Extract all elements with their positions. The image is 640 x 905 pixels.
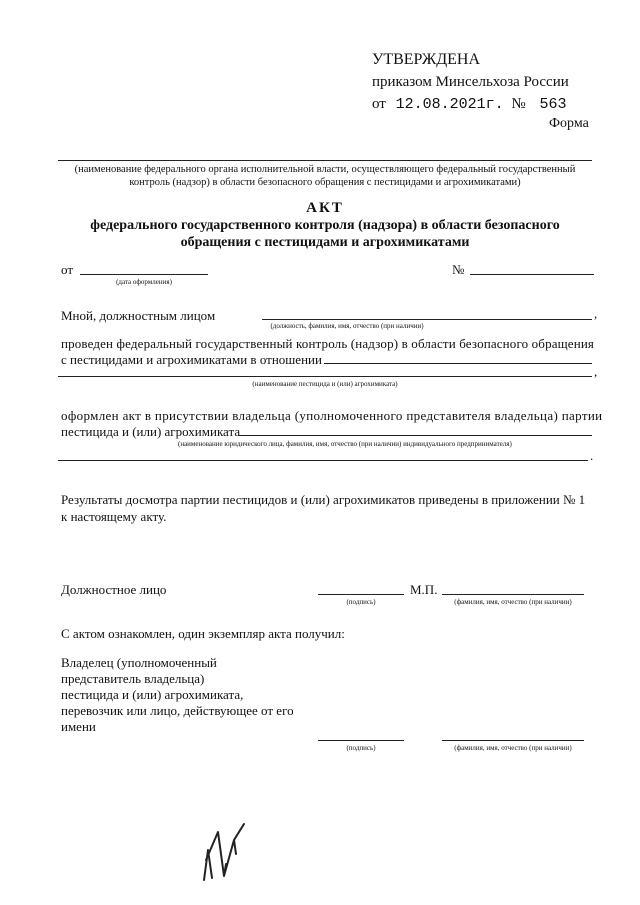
owner-signature-caption: (подпись) bbox=[346, 744, 376, 752]
control-text-1: проведен федеральный государственный контроль (надзор) в области безопасного обращения bbox=[61, 336, 595, 351]
owner-line-4: перевозчик или лицо, действующее от его bbox=[61, 703, 294, 718]
date-caption: (дата оформления) bbox=[116, 278, 172, 286]
owner-name-caption: (фамилия, имя, отчество (при наличии) bbox=[454, 744, 572, 752]
owner-signature-field[interactable] bbox=[318, 740, 404, 741]
approval-number-prefix: № bbox=[511, 96, 526, 112]
approval-order: приказом Минсельхоза России bbox=[372, 74, 569, 90]
official-signature-caption: (подпись) bbox=[346, 598, 376, 606]
document-title: АКТ bbox=[306, 200, 344, 216]
presence-text-2: пестицида и (или) агрохимиката bbox=[61, 424, 241, 439]
presence-period: . bbox=[590, 448, 594, 463]
number-field[interactable] bbox=[470, 274, 594, 275]
stamp-label: М.П. bbox=[410, 582, 438, 597]
approval-date: 12.08.2021г. bbox=[395, 96, 504, 113]
presence-text-1: оформлен акт в присутствии владельца (уполномоченного представителя владельца) партии bbox=[61, 408, 603, 423]
official-name-caption: (фамилия, имя, отчество (при наличии) bbox=[454, 598, 572, 606]
owner-name-field[interactable] bbox=[442, 740, 584, 741]
owner-line-5: имени bbox=[61, 719, 96, 734]
approval-number: 563 bbox=[539, 96, 567, 113]
date-field[interactable] bbox=[80, 274, 208, 275]
control-field-2[interactable] bbox=[58, 376, 592, 377]
signature-official-label: Должностное лицо bbox=[61, 582, 167, 597]
owner-line-2: представитель владельца) bbox=[61, 671, 205, 686]
acknowledged-text: С актом ознакомлен, один экземпляр акта получил: bbox=[61, 626, 345, 641]
control-text-2: с пестицидами и агрохимикатами в отношении bbox=[61, 352, 322, 367]
results-text: Результаты досмотра партии пестицидов и (или) агрохимикатов приведены в приложении № 1 к настоящему акту. bbox=[61, 492, 586, 524]
official-signature-field[interactable] bbox=[318, 594, 404, 595]
control-caption: (наименование пестицида и (или) агрохимиката) bbox=[252, 380, 398, 388]
control-comma: , bbox=[594, 364, 598, 379]
control-field-1[interactable] bbox=[324, 363, 592, 364]
presence-field-1[interactable] bbox=[238, 435, 592, 436]
owner-block bbox=[61, 655, 341, 735]
official-name-field[interactable] bbox=[442, 594, 584, 595]
handwritten-signature bbox=[196, 820, 266, 882]
official-comma: , bbox=[594, 306, 598, 321]
presence-field-2[interactable] bbox=[58, 460, 588, 461]
official-label: Мной, должностным лицом bbox=[61, 308, 216, 323]
approval-block bbox=[372, 50, 612, 115]
approval-title: УТВЕРЖДЕНА bbox=[372, 51, 481, 68]
date-from-label: от bbox=[61, 262, 74, 277]
presence-caption: (наименование юридического лица, фамилия, имя, отчество (при наличии) индивидуального предпринимателя) bbox=[178, 440, 512, 448]
document-subtitle-2: обращения с пестицидами и агрохимикатами bbox=[180, 235, 470, 250]
official-field[interactable] bbox=[262, 319, 592, 320]
number-sign: № bbox=[452, 262, 465, 277]
authority-line bbox=[58, 160, 592, 161]
approval-date-prefix: от bbox=[372, 96, 386, 112]
owner-line-1: Владелец (уполномоченный bbox=[61, 655, 217, 670]
owner-line-3: пестицида и (или) агрохимиката, bbox=[61, 687, 244, 702]
document-subtitle-1: федерального государственного контроля (надзора) в области безопасного bbox=[90, 218, 560, 233]
official-caption: (должность, фамилия, имя, отчество (при наличии) bbox=[270, 322, 424, 330]
form-label: Форма bbox=[549, 116, 589, 131]
approval-date-row bbox=[372, 94, 612, 115]
authority-caption: (наименование федерального органа исполнительной власти, осуществляющего федеральный государственный контроль (надзор) в области безопасного обращения с пестицидами и агрохимикатами) bbox=[74, 164, 576, 188]
